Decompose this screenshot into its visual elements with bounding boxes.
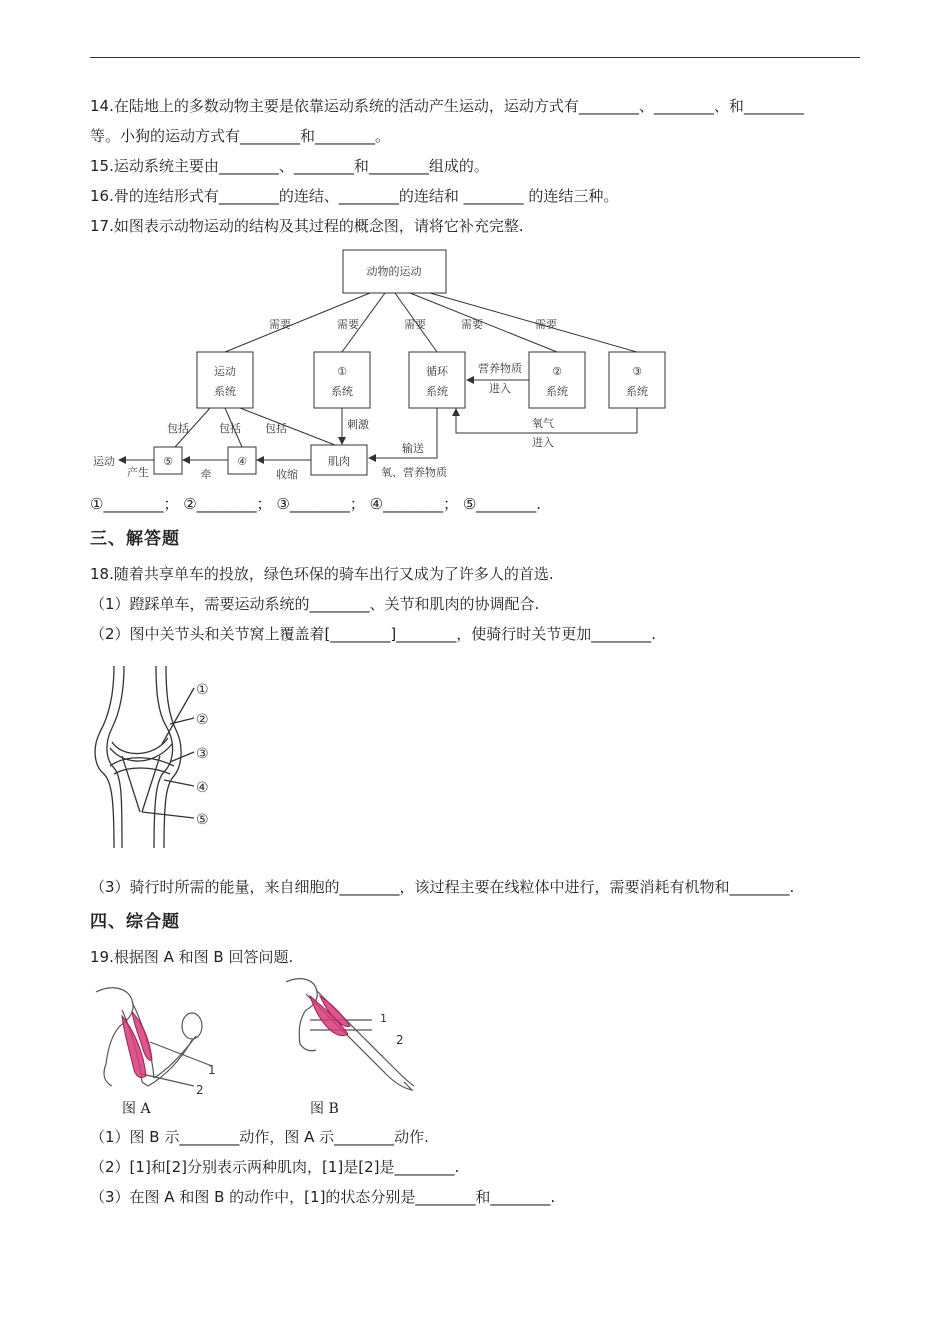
fig-a-label-2: 2 [196, 1083, 204, 1097]
q18-p2: （2）图中关节头和关节窝上覆盖着[________]________，使骑行时关节更加________. [90, 625, 657, 643]
need-label: 需要 [404, 318, 426, 331]
need-label: 需要 [337, 318, 359, 331]
q19-p1: （1）图 B 示________动作，图 A 示________动作. [90, 1128, 429, 1146]
header-rule [90, 57, 860, 58]
include-label: 包括 [167, 422, 189, 435]
q16: 16.骨的连结形式有________的连结、________的连结和 ________ 的连结三种。 [90, 187, 619, 205]
pull-label: 牵 [200, 468, 212, 481]
nutrients-l2: 进入 [489, 382, 511, 395]
box4-label: ④ [237, 455, 247, 468]
produce-label: 产生 [127, 466, 149, 479]
fig-a-label-1: 1 [208, 1063, 216, 1077]
q14-line2: 等。小狗的运动方式有________和________。 [90, 127, 391, 145]
arm-figure-a [92, 982, 232, 1122]
transport-label: 输送 [402, 442, 424, 455]
fig-b-label-1: 1 [380, 1012, 387, 1025]
q18-text: 18.随着共享单车的投放，绿色环保的骑车出行又成为了许多人的首选. [90, 565, 554, 583]
knee-label-4: ④ [196, 780, 209, 796]
need-label: 需要 [269, 318, 291, 331]
q17-answers: ①________； ②________； ③________； ④________； ⑤________. [90, 495, 542, 513]
need-label: 需要 [535, 318, 557, 331]
concept-diagram [80, 240, 680, 490]
box-circ-l1: 循环 [426, 365, 448, 378]
include-label: 包括 [265, 422, 287, 435]
q18-p1: （1）蹬踩单车，需要运动系统的________、关节和肌肉的协调配合. [90, 595, 540, 613]
box1-l2: 系统 [331, 385, 353, 398]
box1-l1: ① [337, 365, 347, 378]
oxy-nutri-label: 氧、营养物质 [381, 466, 447, 479]
knee-joint-figure [92, 662, 222, 852]
oxygen-l1: 氧气 [532, 417, 554, 430]
q15: 15.运动系统主要由________、________和________组成的。 [90, 157, 489, 175]
arm-figure-b [276, 974, 426, 1122]
nutrients-l1: 营养物质 [478, 362, 522, 375]
box3-l1: ③ [632, 365, 642, 378]
need-label: 需要 [461, 318, 483, 331]
include-label: 包括 [219, 422, 241, 435]
knee-label-3: ③ [196, 746, 209, 762]
section-3-heading: 三、解答题 [90, 529, 180, 549]
stimulate-label: 刺激 [347, 418, 369, 431]
q19-p2: （2）[1]和[2]分别表示两种肌肉，[1]是[2]是________. [90, 1158, 460, 1176]
q19-text: 19.根据图 A 和图 B 回答问题. [90, 948, 294, 966]
box-motion-l1: 运动 [214, 365, 236, 378]
box5-label: ⑤ [163, 455, 173, 468]
contract-label: 收缩 [276, 468, 298, 481]
knee-label-5: ⑤ [196, 812, 209, 828]
knee-label-2: ② [196, 712, 209, 728]
q17-text: 17.如图表示动物运动的结构及其过程的概念图，请将它补充完整. [90, 217, 524, 235]
section-4-heading: 四、综合题 [90, 912, 180, 932]
oxygen-l2: 进入 [532, 436, 554, 449]
fig-b-label-2: 2 [396, 1033, 404, 1047]
movement-label: 运动 [93, 455, 115, 468]
q14-line1: 14.在陆地上的多数动物主要是依靠运动系统的活动产生运动，运动方式有________、________、和________ [90, 97, 804, 115]
knee-label-1: ① [196, 682, 209, 698]
diagram-top: 动物的运动 [366, 265, 422, 278]
q18-p3: （3）骑行时所需的能量，来自细胞的________，该过程主要在线粒体中进行，需要消耗有机物和________. [90, 878, 795, 896]
box2-l2: 系统 [546, 385, 568, 398]
fig-a-caption: 图 A [122, 1101, 151, 1117]
box-circ-l2: 系统 [426, 385, 448, 398]
fig-b-caption: 图 B [310, 1101, 339, 1117]
muscle-label: 肌肉 [328, 455, 350, 468]
box-motion-l2: 系统 [214, 385, 236, 398]
box3-l2: 系统 [626, 385, 648, 398]
q19-p3: （3）在图 A 和图 B 的动作中，[1]的状态分别是________和________. [90, 1188, 556, 1206]
box2-l1: ② [552, 365, 562, 378]
